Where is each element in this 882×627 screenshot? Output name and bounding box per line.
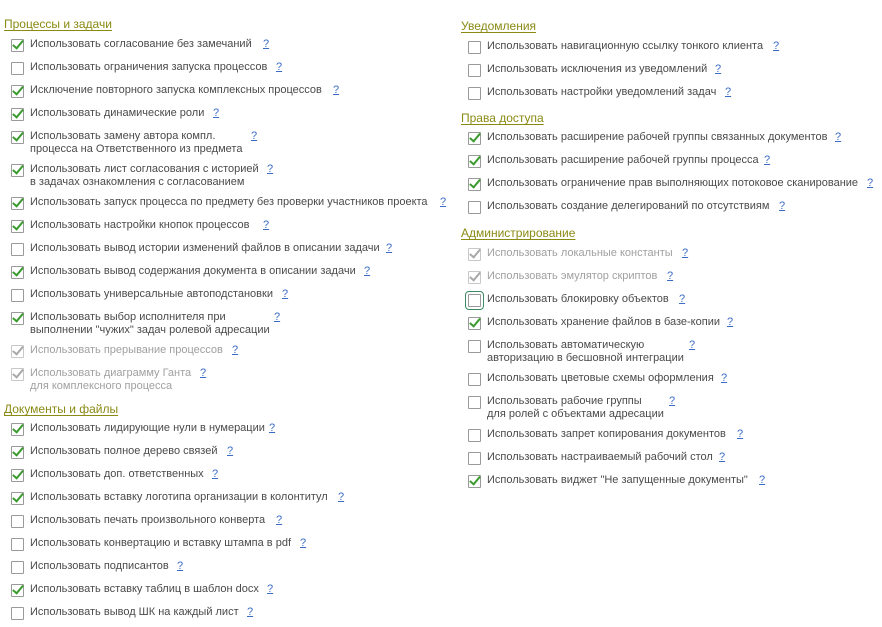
help-link[interactable]: ? (212, 468, 219, 480)
option-checkbox[interactable] (11, 446, 24, 459)
help-link[interactable]: ? (867, 177, 874, 189)
option-label-line1: Использовать настройки кнопок процессов (30, 219, 250, 231)
help-link[interactable]: ? (251, 130, 258, 142)
option-label[interactable] (30, 163, 259, 189)
help-link[interactable]: ? (276, 61, 283, 73)
help-link[interactable]: ? (689, 339, 696, 351)
option-checkbox[interactable] (11, 584, 24, 597)
option-label-line1: Использовать подписантов (30, 560, 169, 572)
option-label[interactable] (487, 154, 759, 167)
section-title: Процессы и задачи (4, 17, 112, 31)
option-label-line1: Использовать выбор исполнителя при (30, 311, 226, 323)
section-title: Администрирование (461, 226, 576, 240)
option-checkbox[interactable] (11, 492, 24, 505)
help-link[interactable]: ? (200, 367, 207, 379)
option-label-line1: Использовать динамические роли (30, 107, 205, 119)
option-label[interactable] (487, 63, 707, 76)
help-link[interactable]: ? (669, 395, 676, 407)
option-label-line2: процесса на Ответственного из предмета (30, 143, 243, 155)
option-label-line1: Использовать автоматическую (487, 339, 645, 351)
option-label-line1: Использовать замену автора компл. (30, 130, 216, 142)
option-checkbox (11, 368, 24, 381)
option-label-line1: Использовать доп. ответственных (30, 468, 204, 480)
option-label[interactable] (487, 339, 684, 365)
help-link[interactable]: ? (300, 537, 307, 549)
option-checkbox[interactable] (468, 452, 481, 465)
option-label-line1: Использовать согласование без замечаний (30, 38, 252, 50)
option-label[interactable] (487, 200, 769, 213)
option-label[interactable] (487, 177, 858, 190)
option-label-line1: Использовать универсальные автоподстановки (30, 288, 273, 300)
help-link[interactable]: ? (177, 560, 184, 572)
option-checkbox[interactable] (11, 312, 24, 325)
option-label[interactable] (30, 491, 328, 504)
option-checkbox[interactable] (468, 155, 481, 168)
option-label[interactable] (30, 311, 270, 337)
option-label[interactable] (487, 247, 673, 260)
option-label-line2: авторизацию в бесшовной интеграции (487, 352, 684, 364)
option-checkbox[interactable] (468, 396, 481, 409)
help-link[interactable]: ? (715, 63, 722, 75)
option-label[interactable] (30, 514, 265, 527)
option-label-line1: Использовать расширение рабочей группы процесса (487, 154, 759, 166)
option-checkbox[interactable] (11, 266, 24, 279)
help-link[interactable]: ? (247, 606, 254, 618)
option-label-line1: Использовать конвертацию и вставку штампа в pdf (30, 537, 292, 549)
option-label-line1: Использовать локальные константы (487, 247, 673, 259)
option-checkbox[interactable] (11, 538, 24, 551)
option-label[interactable] (487, 86, 716, 99)
option-label[interactable] (487, 428, 726, 441)
option-checkbox[interactable] (11, 108, 24, 121)
option-label[interactable] (487, 316, 720, 329)
option-label-line1: Использовать вывод ШК на каждый лист (30, 606, 239, 618)
section-title: Документы и файлы (4, 402, 119, 416)
option-label[interactable] (30, 38, 252, 51)
option-label-line1: Использовать лист согласования с историей (30, 163, 259, 175)
option-label-line1: Использовать запрет копирования документов (487, 428, 726, 440)
help-link[interactable]: ? (333, 84, 340, 96)
option-label[interactable] (30, 84, 322, 97)
help-link[interactable]: ? (227, 445, 234, 457)
option-checkbox[interactable] (468, 87, 481, 100)
option-checkbox[interactable] (468, 373, 481, 386)
option-label[interactable] (30, 422, 265, 435)
option-checkbox (468, 248, 481, 261)
option-label[interactable] (487, 395, 664, 421)
option-label-line1: Использовать навигационную ссылку тонкого клиента (487, 40, 764, 52)
help-link[interactable]: ? (679, 293, 686, 305)
option-label-line1: Использовать диаграмму Ганта (30, 367, 192, 379)
option-label-line1: Использовать полное дерево связей (30, 445, 218, 457)
option-checkbox[interactable] (11, 85, 24, 98)
help-link[interactable]: ? (274, 311, 281, 323)
option-checkbox[interactable] (11, 164, 24, 177)
option-label[interactable] (487, 270, 657, 283)
option-label[interactable] (30, 107, 204, 120)
option-checkbox[interactable] (11, 243, 24, 256)
option-label-line1: Использовать ограничение прав выполняющих потоковое сканирование (487, 177, 859, 189)
option-label-line2: выполнении "чужих" задач ролевой адресации (30, 324, 270, 336)
help-link[interactable]: ? (263, 38, 270, 50)
help-link[interactable]: ? (764, 154, 771, 166)
option-checkbox[interactable] (468, 178, 481, 191)
help-link[interactable]: ? (779, 200, 786, 212)
option-label-line1: Использовать лидирующие нули в нумерации (30, 422, 265, 434)
option-label[interactable] (487, 451, 713, 464)
option-label[interactable] (487, 293, 669, 306)
option-label-line1: Использовать настройки уведомлений задач (487, 86, 717, 98)
option-checkbox[interactable] (11, 220, 24, 233)
option-label[interactable] (30, 196, 428, 209)
section-title: Уведомления (461, 19, 537, 33)
option-label-line1: Использовать эмулятор скриптов (487, 270, 658, 282)
option-label-line1: Использовать ограничения запуска процессов (30, 61, 268, 73)
option-checkbox[interactable] (468, 475, 481, 488)
option-label-line1: Использовать исключения из уведомлений (487, 63, 708, 75)
option-checkbox[interactable] (11, 197, 24, 210)
option-checkbox[interactable] (468, 317, 481, 330)
option-label[interactable] (30, 242, 380, 255)
option-label[interactable] (30, 606, 239, 619)
option-label[interactable] (487, 474, 748, 487)
option-label-line1: Использовать вставку логотипа организации в колонтитул (30, 491, 328, 503)
help-link[interactable]: ? (267, 583, 274, 595)
help-link[interactable]: ? (682, 247, 689, 259)
option-label[interactable] (30, 445, 218, 458)
option-checkbox[interactable] (11, 39, 24, 52)
option-label-line2: для комплексного процесса (30, 380, 173, 392)
option-label[interactable] (30, 367, 191, 393)
help-link[interactable]: ? (773, 40, 780, 52)
help-link[interactable]: ? (232, 344, 239, 356)
option-checkbox[interactable] (468, 294, 481, 307)
option-checkbox[interactable] (11, 131, 24, 144)
help-link[interactable]: ? (667, 270, 674, 282)
help-link[interactable]: ? (267, 163, 274, 175)
option-checkbox[interactable] (11, 561, 24, 574)
option-label-line1: Использовать настраиваемый рабочий стол (487, 451, 713, 463)
help-link[interactable]: ? (721, 372, 728, 384)
help-link[interactable]: ? (269, 422, 276, 434)
option-label-line1: Использовать рабочие группы (487, 395, 642, 407)
option-label[interactable] (30, 560, 169, 573)
help-link[interactable]: ? (727, 316, 734, 328)
help-link[interactable]: ? (364, 265, 371, 277)
help-link[interactable]: ? (276, 514, 283, 526)
option-label[interactable] (30, 537, 291, 550)
option-label[interactable] (487, 372, 714, 385)
option-label[interactable] (30, 583, 259, 596)
option-label-line1: Использовать вывод содержания документа в описании задачи (30, 265, 356, 277)
option-label-line1: Использовать блокировку объектов (487, 293, 669, 305)
option-label[interactable] (30, 61, 267, 74)
help-link[interactable]: ? (737, 428, 744, 440)
help-link[interactable]: ? (440, 196, 447, 208)
help-link[interactable]: ? (725, 86, 732, 98)
option-label-line1: Использовать вставку таблиц в шаблон docx (30, 583, 259, 595)
option-label-line1: Использовать прерывание процессов (30, 344, 223, 356)
option-label-line2: в задачах ознакомления с согласованием (30, 176, 245, 188)
option-label-line1: Использовать печать произвольного конверта (30, 514, 266, 526)
option-label-line1: Исключение повторного запуска комплексных процессов (30, 84, 322, 96)
option-checkbox[interactable] (11, 62, 24, 75)
option-label-line1: Использовать создание делегирований по отсутствиям (487, 200, 770, 212)
option-label-line1: Использовать хранение файлов в базе-копии (487, 316, 720, 328)
option-label[interactable] (487, 131, 827, 144)
option-label[interactable] (30, 265, 356, 278)
option-checkbox[interactable] (468, 429, 481, 442)
option-label[interactable] (30, 344, 223, 357)
help-link[interactable]: ? (835, 131, 842, 143)
option-checkbox[interactable] (468, 132, 481, 145)
option-label-line1: Использовать виджет "Не запущенные документы" (487, 474, 748, 486)
option-label[interactable] (30, 468, 204, 481)
help-link[interactable]: ? (263, 219, 270, 231)
option-checkbox (468, 271, 481, 284)
option-checkbox[interactable] (11, 607, 24, 620)
option-checkbox[interactable] (468, 41, 481, 54)
option-checkbox[interactable] (468, 64, 481, 77)
option-checkbox[interactable] (468, 340, 481, 353)
option-label-line1: Использовать расширение рабочей группы связанных документов (487, 131, 828, 143)
option-label-line1: Использовать цветовые схемы оформления (487, 372, 714, 384)
option-checkbox[interactable] (468, 201, 481, 214)
help-link[interactable]: ? (719, 451, 726, 463)
help-link[interactable]: ? (213, 107, 220, 119)
section-title: Права доступа (461, 111, 544, 125)
option-label-line1: Использовать запуск процесса по предмету без проверки участников проекта (30, 196, 428, 208)
option-label[interactable] (30, 219, 250, 232)
help-link[interactable]: ? (759, 474, 766, 486)
help-link[interactable]: ? (282, 288, 289, 300)
option-label-line1: Использовать вывод истории изменений файлов в описании задачи (30, 242, 380, 254)
option-checkbox[interactable] (11, 515, 24, 528)
help-link[interactable]: ? (338, 491, 345, 503)
option-label[interactable] (487, 40, 763, 53)
option-checkbox (11, 345, 24, 358)
option-checkbox[interactable] (11, 469, 24, 482)
option-label-line2: для ролей с объектами адресации (487, 408, 664, 420)
option-label[interactable] (30, 130, 242, 156)
option-label[interactable] (30, 288, 273, 301)
help-link[interactable]: ? (386, 242, 393, 254)
option-checkbox[interactable] (11, 289, 24, 302)
option-checkbox[interactable] (11, 423, 24, 436)
